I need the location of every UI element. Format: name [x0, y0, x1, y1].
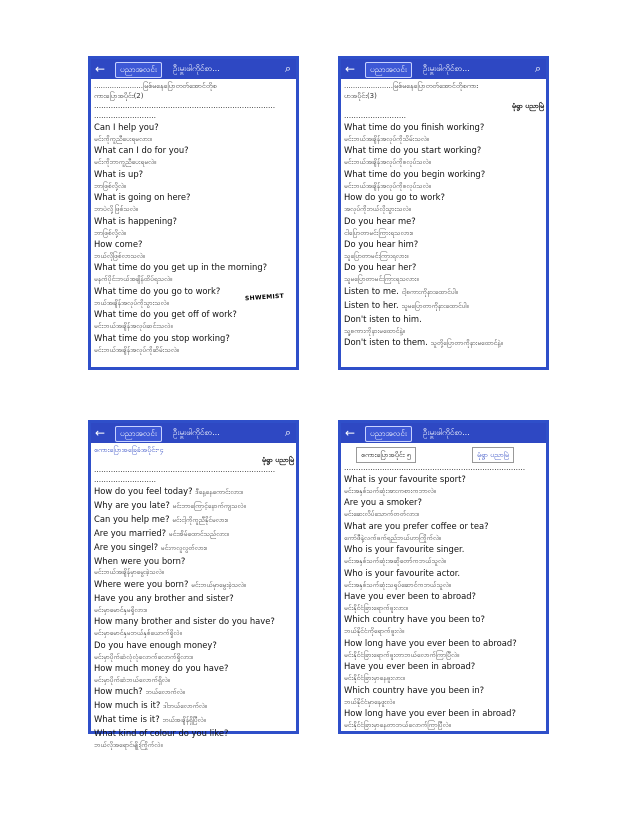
english-phrase: Are you married?	[94, 527, 167, 538]
english-phrase: Have you ever been to abroad?	[344, 591, 477, 602]
phrase-item	[344, 520, 544, 543]
myanmar-translation: သူပြောတာမင်းကြားရလား။	[344, 251, 409, 260]
phrase-item	[94, 639, 294, 662]
phrase-item	[344, 707, 544, 730]
section-header: စကားပြောအခြေခံအပိုင်း-၄	[94, 446, 164, 454]
back-arrow-icon[interactable]: ←	[345, 426, 356, 440]
myanmar-translation: မင်းကိုဘာကူညီပေးရမလဲ။	[94, 158, 157, 167]
phrase-item	[344, 144, 544, 167]
phrase-item	[94, 191, 294, 214]
phrase-item	[94, 332, 294, 355]
myanmar-translation: သူ့စကားကိုနားမထောင်နဲ့။	[344, 326, 405, 335]
divider: ..........................	[94, 475, 156, 484]
english-phrase: Who is your favourite singer.	[344, 544, 465, 555]
english-phrase: How long have you ever been in abroad?	[344, 708, 516, 719]
myanmar-translation: သူမပြောတာကိုနားထောင်ပါ။	[401, 301, 469, 310]
phrase-item	[94, 555, 294, 578]
english-phrase: How many brother and sister do you have?	[94, 616, 275, 627]
myanmar-translation: သူတို့ပြောတာကိုနားမထောင်နဲ့။	[430, 339, 503, 348]
english-phrase: How do you go to work?	[344, 192, 445, 203]
myanmar-translation: ဘယ်လိုအရောင်မျိုးကြိုက်လဲ။	[94, 741, 163, 750]
myanmar-translation: မင်းမှာမောင်နှမရှိလား။	[94, 605, 147, 614]
myanmar-translation: မင်းနိုင်ငံခြားရောက်ဖူးတာဘယ်လောက်ကြာပြီလဲ။	[344, 650, 460, 659]
myanmar-translation: မင်းဘယ်အချိန်အလုပ်ဆင်းသလဲ။	[94, 322, 173, 331]
english-phrase: How much money do you have?	[94, 663, 229, 674]
english-phrase: How long have you ever been to abroad?	[344, 637, 517, 648]
english-phrase: Where were you born?	[94, 578, 189, 589]
phrase-item	[344, 168, 544, 191]
app-tab[interactable]: ပညာအလင်း	[115, 62, 162, 78]
section-tabs	[344, 447, 544, 463]
divider: ............................................................................	[94, 465, 276, 474]
english-phrase: Don't isten to him.	[344, 313, 422, 324]
english-phrase: Who is your favourite actor.	[344, 567, 461, 578]
myanmar-translation: မင်းအနှစ်သက်ဆုံးအားကစားကဘာလဲ။	[344, 486, 436, 495]
phrase-item	[344, 238, 544, 261]
phrase-item	[344, 496, 544, 519]
english-phrase: Which country have you been to?	[344, 614, 485, 625]
myanmar-translation: မင်းနိုင်ငံခြားမှာနေဖူးလား။	[344, 674, 405, 683]
english-phrase: How do you feel today?	[94, 486, 193, 496]
app-top-bar	[341, 59, 546, 79]
page-title: ဦးမှူးဖါကိုင်စာ...	[173, 64, 220, 73]
phrase-item	[344, 613, 544, 636]
phrase-item	[344, 285, 544, 299]
myanmar-translation: ဘယ်နိုင်ငံကိုရောက်ဖူးလဲ။	[344, 627, 405, 636]
english-phrase: Which country have you been in?	[344, 684, 485, 695]
myanmar-translation: ငါပြောတာမင်းကြားရသလား။	[344, 228, 413, 237]
phrase-item	[94, 699, 294, 713]
myanmar-translation: မင်းအနှစ်သက်ဆုံးသရုပ်ဆောင်ကဘယ်သူလဲ။	[344, 580, 451, 589]
phrase-item	[344, 637, 544, 660]
english-phrase: Listen to me.	[344, 285, 399, 296]
phrase-item	[344, 121, 544, 144]
phrase-item	[94, 308, 294, 331]
myanmar-translation: မင်းဘယ်အချိန်မှာမွေးခဲ့သလဲ။	[94, 568, 164, 577]
divider: ............................................................................	[94, 101, 276, 110]
myanmar-translation: မင်းဘယ်မှာမွေးခဲ့သလဲ။	[191, 580, 246, 589]
myanmar-translation: မင်းကလူလွတ်လား။	[160, 543, 207, 552]
phrase-item	[94, 215, 294, 238]
author-name: မုံရွာ ပညာမြဲ	[261, 456, 294, 464]
english-phrase: Why are you late?	[94, 499, 170, 510]
phrase-list	[344, 81, 544, 365]
phrase-item	[94, 713, 294, 727]
phrase-item	[344, 473, 544, 496]
phrase-list	[94, 445, 294, 750]
myanmar-translation: မင်းဘယ်အချိန်အလုပ်ကိုစလုပ်သလဲ။	[344, 158, 431, 167]
phrase-item	[344, 543, 544, 566]
english-phrase: Listen to her.	[344, 299, 399, 310]
myanmar-translation: မင်းဘယ်အချိန်အလုပ်ကိုသိမ်းသလဲ။	[344, 134, 429, 143]
english-phrase: Do you hear her?	[344, 262, 417, 273]
myanmar-translation: မင်းမှာပိုက်ဆံဘယ်လောက်ရှိလဲ။	[94, 675, 170, 684]
myanmar-translation: မင်းဆေးလိပ်သောက်တတ်လား။	[344, 510, 419, 519]
section-subheader: ပာအပိုင်း(3)	[344, 92, 377, 100]
myanmar-translation: ဘယ်နိုင်ငံမှာနေဖူးလဲ။	[344, 697, 395, 706]
myanmar-translation: မင်းဘယ်အချိန်အလုပ်ကိုဆိမ်းသလဲ။	[94, 345, 179, 354]
phrase-item	[344, 590, 544, 613]
english-phrase: Do you hear him?	[344, 239, 419, 250]
myanmar-translation: မင်းဘယ်အချိန်အလုပ်ကိုစလုပ်သလဲ။	[344, 181, 431, 190]
phrase-item	[94, 541, 294, 555]
english-phrase: How much is it?	[94, 700, 161, 711]
back-arrow-icon[interactable]: ←	[95, 62, 106, 76]
myanmar-translation: ဘယ်လောက်လဲ။	[145, 688, 185, 697]
english-phrase: Are you a smoker?	[344, 497, 422, 508]
english-phrase: What time is it?	[94, 714, 160, 725]
phrase-item	[344, 191, 544, 214]
english-phrase: What kind of colour do you like?	[94, 728, 229, 739]
myanmar-translation: ဘယ်လိုဖြစ်လာသလဲ။	[94, 251, 145, 260]
back-arrow-icon[interactable]: ←	[95, 426, 106, 440]
app-tab[interactable]: ပညာအလင်း	[115, 426, 162, 442]
phrase-item	[94, 144, 294, 167]
screenshot-panel-1	[88, 56, 299, 370]
app-tab[interactable]: ပညာအလင်း	[365, 62, 412, 78]
english-phrase: Are you singel?	[94, 541, 159, 552]
english-phrase: What is happening?	[94, 215, 177, 226]
phrase-item	[94, 662, 294, 685]
section-subheader: ကားပြောအပိုင်း(2)	[94, 92, 144, 100]
english-phrase: When were you born?	[94, 555, 186, 566]
myanmar-translation: မင်းအိမ်ထောင်သည်လား။	[168, 529, 229, 538]
phrase-item	[94, 499, 294, 513]
phrase-item	[94, 238, 294, 261]
page-title: ဦးမှူးဖါကိုင်စာ...	[173, 428, 220, 437]
watermark: SHWEMIST	[244, 292, 285, 303]
myanmar-translation: ကော်ဖီနဲ့လက်ဖက်ရည်ဘယ်ဟာကြိုက်လဲ။	[344, 533, 442, 542]
section-header: ......................မြစ်မနေပြောတတ်အောင်တိုစ	[94, 82, 217, 90]
myanmar-translation: ဒါဘယ်လောက်လဲ။	[163, 702, 207, 711]
phrase-item	[94, 121, 294, 144]
phrase-item	[94, 592, 294, 615]
myanmar-translation: ဘာပဲလို့ဖြစ်သလဲ။	[94, 205, 138, 214]
author-tab[interactable]: မုံရွာ ပညာမြဲ	[472, 447, 514, 463]
phrase-item	[344, 313, 544, 336]
myanmar-translation: မင်းဘာကြောင့်နောက်ကျသလဲ။	[172, 501, 246, 510]
english-phrase: What time do you go to work?	[94, 285, 221, 296]
english-phrase: What is your favourite sport?	[344, 474, 466, 484]
divider: ............................................................................	[344, 463, 526, 472]
phrase-item	[94, 727, 294, 750]
english-phrase: What time do you begin working?	[344, 168, 486, 179]
myanmar-translation: ဒီနေ့နေကောင်းလား။	[195, 488, 243, 496]
divider: ..........................	[344, 111, 406, 120]
myanmar-translation: ဘယ်အချိန်အလုပ်ကိုသွားသလဲ။	[94, 298, 169, 307]
english-phrase: Have you any brother and sister?	[94, 592, 234, 603]
phrase-item	[344, 336, 544, 350]
english-phrase: What are you prefer coffee or tea?	[344, 520, 489, 531]
app-top-bar	[341, 423, 546, 443]
page-title: ဦးမှူးဖါကိုင်စာ...	[423, 428, 470, 437]
phrase-item	[94, 615, 294, 638]
myanmar-translation: မင်းမှာပိုက်ဆံလုံလုံလောက်လောက်ရှိလား။	[94, 652, 193, 661]
english-phrase: What time do you get off of work?	[94, 309, 237, 320]
myanmar-translation: မင်းနိုင်ငံခြားရောက်ဖူးလား။	[344, 603, 408, 612]
phrase-list	[94, 81, 294, 365]
phrase-item	[94, 578, 294, 592]
phrase-item	[344, 215, 544, 238]
english-phrase: What time do you finish working?	[344, 122, 485, 132]
phrase-item	[344, 684, 544, 707]
phrase-item	[344, 660, 544, 683]
app-tab[interactable]: ပညာအလင်း	[365, 426, 412, 442]
author-name: မုံရွာ ပညာမြဲ	[511, 102, 544, 110]
phrase-item	[94, 261, 294, 284]
phrase-item	[344, 299, 544, 313]
screenshot-panel-3	[88, 420, 299, 750]
english-phrase: Can I help you?	[94, 122, 159, 132]
english-phrase: What is up?	[94, 168, 144, 179]
english-phrase: Can you help me?	[94, 513, 170, 524]
english-phrase: Have you ever been in abroad?	[344, 661, 476, 672]
myanmar-translation: သူမပြောတာမင်းကြားရသလား။	[344, 275, 419, 284]
english-phrase: What time do you stop working?	[94, 332, 230, 343]
myanmar-translation: ဘာဖြစ်လို့လဲ။	[94, 181, 127, 190]
search-icon[interactable]: ⌕	[534, 62, 541, 75]
phrase-item	[344, 261, 544, 284]
app-top-bar	[91, 59, 296, 79]
english-phrase: What time do you start working?	[344, 145, 482, 156]
english-phrase: Do you have enough money?	[94, 639, 217, 650]
english-phrase: What time do you get up in the morning?	[94, 262, 268, 273]
phrase-list	[344, 445, 544, 729]
myanmar-translation: မင်းအနှစ်သက်ဆုံးအဆိုတော်ကဘယ်သူလဲ။	[344, 557, 447, 566]
phrase-item	[94, 168, 294, 191]
english-phrase: What can I do for you?	[94, 145, 189, 156]
myanmar-translation: မင်းကိုကူညီပေးရမလား။	[94, 134, 152, 143]
screenshot-panel-2	[338, 56, 549, 370]
tab-section-5[interactable]: စကားပြောအပိုင်း ၅	[356, 447, 416, 463]
myanmar-translation: မင်းနိုင်ငံခြားမှာနေတာဘယ်လောက်ကြာပြီလဲ။	[344, 720, 451, 729]
search-icon[interactable]: ⌕	[284, 426, 291, 439]
phrase-item	[94, 527, 294, 541]
phrase-item	[94, 685, 294, 699]
english-phrase: What is going on here?	[94, 192, 191, 203]
screenshot-panel-4	[338, 420, 549, 734]
myanmar-translation: အလုပ်ကိုဘယ်လိုသွားသလဲ။	[344, 205, 411, 214]
myanmar-translation: မင်းမှာမောင်နှမဘယ်နှစ်ယောက်ရှိလဲ။	[94, 629, 182, 638]
app-top-bar	[91, 423, 296, 443]
phrase-item	[94, 513, 294, 527]
back-arrow-icon[interactable]: ←	[345, 62, 356, 76]
myanmar-translation: မနက်ပိုင်းဘယ်အချိန်ထိပ်ရသလဲ။	[94, 275, 173, 284]
page-title: ဦးမှူးဖါကိုင်စာ...	[423, 64, 470, 73]
english-phrase: How come?	[94, 239, 143, 250]
english-phrase: How much?	[94, 686, 143, 697]
divider: ..........................	[94, 111, 156, 120]
myanmar-translation: ဘယ်အချိန်ရှိပြီလဲ။	[162, 716, 206, 725]
phrase-item	[344, 567, 544, 590]
search-icon[interactable]: ⌕	[284, 62, 291, 75]
english-phrase: Do you hear me?	[344, 215, 416, 226]
myanmar-translation: ဘာဖြစ်လို့လဲ။	[94, 228, 127, 237]
phrase-item	[94, 485, 294, 499]
english-phrase: Don't isten to them.	[344, 337, 428, 348]
myanmar-translation: ငါ့စကားကိုနားထောင်ပါ။	[401, 287, 458, 296]
section-header: ......................မြစ်မနေပြောတတ်အောင်တိုစကား	[344, 82, 479, 90]
myanmar-translation: မင်းငါ့ကိုကူညီနိုင်မလား။	[172, 515, 228, 524]
